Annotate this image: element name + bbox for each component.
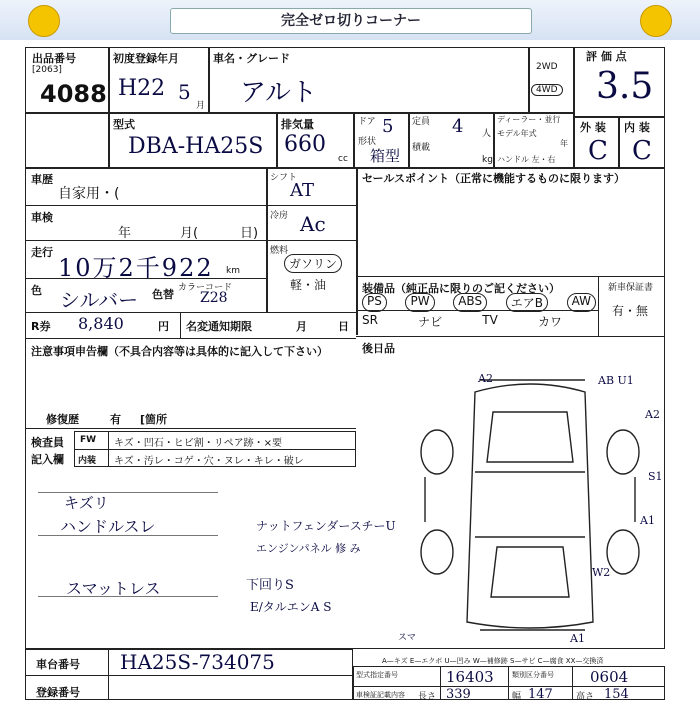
- mark-s1: S1: [648, 470, 663, 483]
- fuel-alt: 軽・油: [290, 278, 327, 292]
- shape-value: 箱型: [370, 147, 401, 165]
- hgt-label: 高さ: [576, 692, 595, 702]
- transfer-month: 月: [296, 320, 307, 333]
- recycle-label: R券: [31, 320, 51, 333]
- ac-value: Ac: [300, 212, 326, 236]
- transfer-label: 名変通知期限: [186, 320, 252, 333]
- notes-label: 注意事項申告欄（不具合内容等は具体的に記入して下さい）: [31, 345, 328, 358]
- warranty-value: 有・無: [612, 304, 649, 318]
- inspector-label: 検査員: [31, 436, 64, 449]
- shape-label: 形状: [358, 137, 377, 147]
- disp-value: 660: [284, 132, 326, 157]
- note-2: ハンドルスレ: [60, 517, 156, 536]
- repair-label: 修復歴: [46, 413, 79, 426]
- dealer-label: ディーラー・並行: [497, 115, 561, 124]
- car-damage-diagram: [405, 372, 655, 642]
- cap-label: 定員: [412, 117, 431, 127]
- drive-4wd: 4WD: [531, 84, 563, 96]
- hgt-value: 154: [604, 687, 629, 702]
- lot-label: 出品番号: [32, 52, 76, 65]
- cap-unit: 人: [482, 129, 492, 139]
- model-label: 型式: [113, 118, 135, 131]
- mark-a2-front: A2: [478, 372, 493, 385]
- shaken-label: 車検: [31, 211, 53, 224]
- type-label: 型式指定番号: [356, 671, 398, 679]
- score-value: 3.5: [596, 66, 654, 107]
- mileage-label: 走行: [31, 246, 53, 259]
- shaken-month: 月(: [180, 226, 199, 241]
- dims-label: 車検証記載内容: [356, 691, 405, 699]
- model-year-unit: 年: [560, 139, 568, 148]
- note-r1: ナットフェンダースチーU: [256, 519, 396, 533]
- chassis-label: 車台番号: [36, 658, 80, 671]
- type-value: 16403: [446, 668, 494, 686]
- equip-row-1: [362, 293, 596, 312]
- equip-item: TV: [482, 313, 498, 327]
- mark-ab-u1: AB U1: [598, 374, 634, 387]
- history-value: 自家用・(: [58, 186, 120, 202]
- backseat-label: 後日品: [362, 342, 395, 355]
- handle-label: ハンドル 左・右: [497, 155, 556, 164]
- mark-w2: W2: [592, 566, 611, 579]
- equip-item: PW: [405, 293, 434, 312]
- cap-value: 4: [452, 116, 464, 137]
- reg-label: 初度登録年月: [113, 52, 179, 65]
- equip-label: 装備品（純正品に限りのご記ください）: [362, 282, 560, 295]
- recycle-value: 8,840: [78, 314, 124, 333]
- mileage-value: 10万2千922: [58, 254, 214, 282]
- ext-label: 外 装: [580, 121, 606, 134]
- reg-era: H22: [118, 76, 166, 101]
- mark-a2-right: A2: [645, 408, 660, 421]
- class-label: 類別区分番号: [512, 671, 554, 679]
- color-change-label: 色替: [152, 288, 174, 301]
- note-3: スマットレス: [66, 579, 161, 598]
- mark-a1-right: A1: [640, 514, 655, 527]
- reg-month: 5: [178, 80, 191, 104]
- sales-point-label: セールスポイント（正常に機能するものに限ります）: [362, 172, 626, 185]
- load-unit: kg: [482, 155, 493, 165]
- mileage-unit: km: [226, 266, 240, 276]
- equip-item: ABS: [453, 293, 487, 312]
- equip-item: カワ: [537, 315, 562, 329]
- reg-month-unit: 月: [196, 101, 206, 111]
- fuel-value: ガソリン: [284, 254, 342, 273]
- door-value: 5: [382, 116, 394, 137]
- damage-legend: A—キズ E—エクボ U—凹み W—補修跡 S—サビ C—腐食 XX—交換済: [382, 657, 604, 665]
- door-label: ドア: [358, 117, 376, 127]
- load-label: 積載: [412, 143, 431, 153]
- fw-items: キズ・凹石・ヒビ割・リペア跡・×要: [114, 438, 282, 449]
- model-value: DBA-HA25S: [128, 134, 264, 159]
- note-1: キズリ: [64, 494, 109, 512]
- bear-mascot-icon: [28, 5, 60, 37]
- int-value: C: [632, 136, 652, 166]
- color-label: 色: [31, 284, 42, 297]
- shift-value: AT: [290, 180, 315, 201]
- bear-mascot-icon: [640, 5, 672, 37]
- int-check-label: 内装: [78, 456, 97, 466]
- entry-label: 記入欄: [31, 453, 64, 466]
- fuel-label: 燃料: [270, 246, 289, 256]
- equip-item: エアB: [506, 293, 548, 312]
- equip-item: SR: [362, 313, 378, 327]
- disp-unit: cc: [338, 154, 348, 164]
- equip-item: AW: [567, 293, 596, 312]
- banner-title: 完全ゼロ切りコーナー: [170, 8, 532, 34]
- shaken-year: 年: [118, 226, 132, 241]
- history-label: 車歴: [31, 173, 53, 186]
- regno-label: 登録番号: [36, 686, 80, 699]
- drive-2wd: 2WD: [536, 62, 558, 72]
- equip-row-2: [362, 313, 562, 330]
- color-code-label: カラーコード: [178, 283, 233, 293]
- transfer-day: 日: [338, 320, 349, 333]
- equip-item: PS: [362, 293, 387, 312]
- wid-value: 147: [528, 687, 553, 702]
- note-r3: 下回りS: [246, 578, 294, 593]
- color-code-value: Z28: [200, 290, 228, 306]
- score-label: 評 価 点: [586, 50, 627, 63]
- car-name: アルト: [240, 78, 317, 108]
- equip-item: ナビ: [418, 315, 443, 329]
- warranty-label: 新車保証書: [608, 283, 654, 293]
- name-label: 車名・グレード: [213, 52, 290, 65]
- mark-a1-rear: A1: [570, 632, 585, 645]
- recycle-unit: 円: [158, 320, 169, 333]
- lot-sub: [2063]: [32, 65, 62, 75]
- note-r4: E/タルエンA S: [250, 600, 332, 614]
- fw-label: FW: [80, 435, 97, 445]
- len-label: 長さ: [418, 692, 437, 702]
- chassis-value: HA25S-734075: [120, 650, 275, 674]
- lot-number: 4088: [40, 80, 107, 108]
- len-value: 339: [446, 687, 471, 702]
- note-r2: エンジンパネル 修 み: [256, 542, 361, 555]
- repair-place: [箇所: [140, 413, 168, 426]
- ext-value: C: [588, 136, 608, 166]
- int-items: キズ・汚レ・コゲ・穴・ヌレ・キレ・破レ: [114, 456, 304, 467]
- model-year-label: モデル年式: [497, 129, 537, 138]
- class-value: 0604: [590, 668, 629, 686]
- disp-label: 排気量: [281, 118, 314, 131]
- mark-suma: スマ: [398, 633, 416, 643]
- wid-label: 幅: [512, 692, 522, 702]
- shift-label: シフト: [270, 173, 298, 183]
- int-label: 内 装: [624, 121, 650, 134]
- shaken-day: 日): [240, 226, 259, 241]
- color-value: シルバー: [60, 288, 139, 312]
- repair-value: 有: [110, 413, 121, 426]
- ac-label: 冷房: [270, 211, 289, 221]
